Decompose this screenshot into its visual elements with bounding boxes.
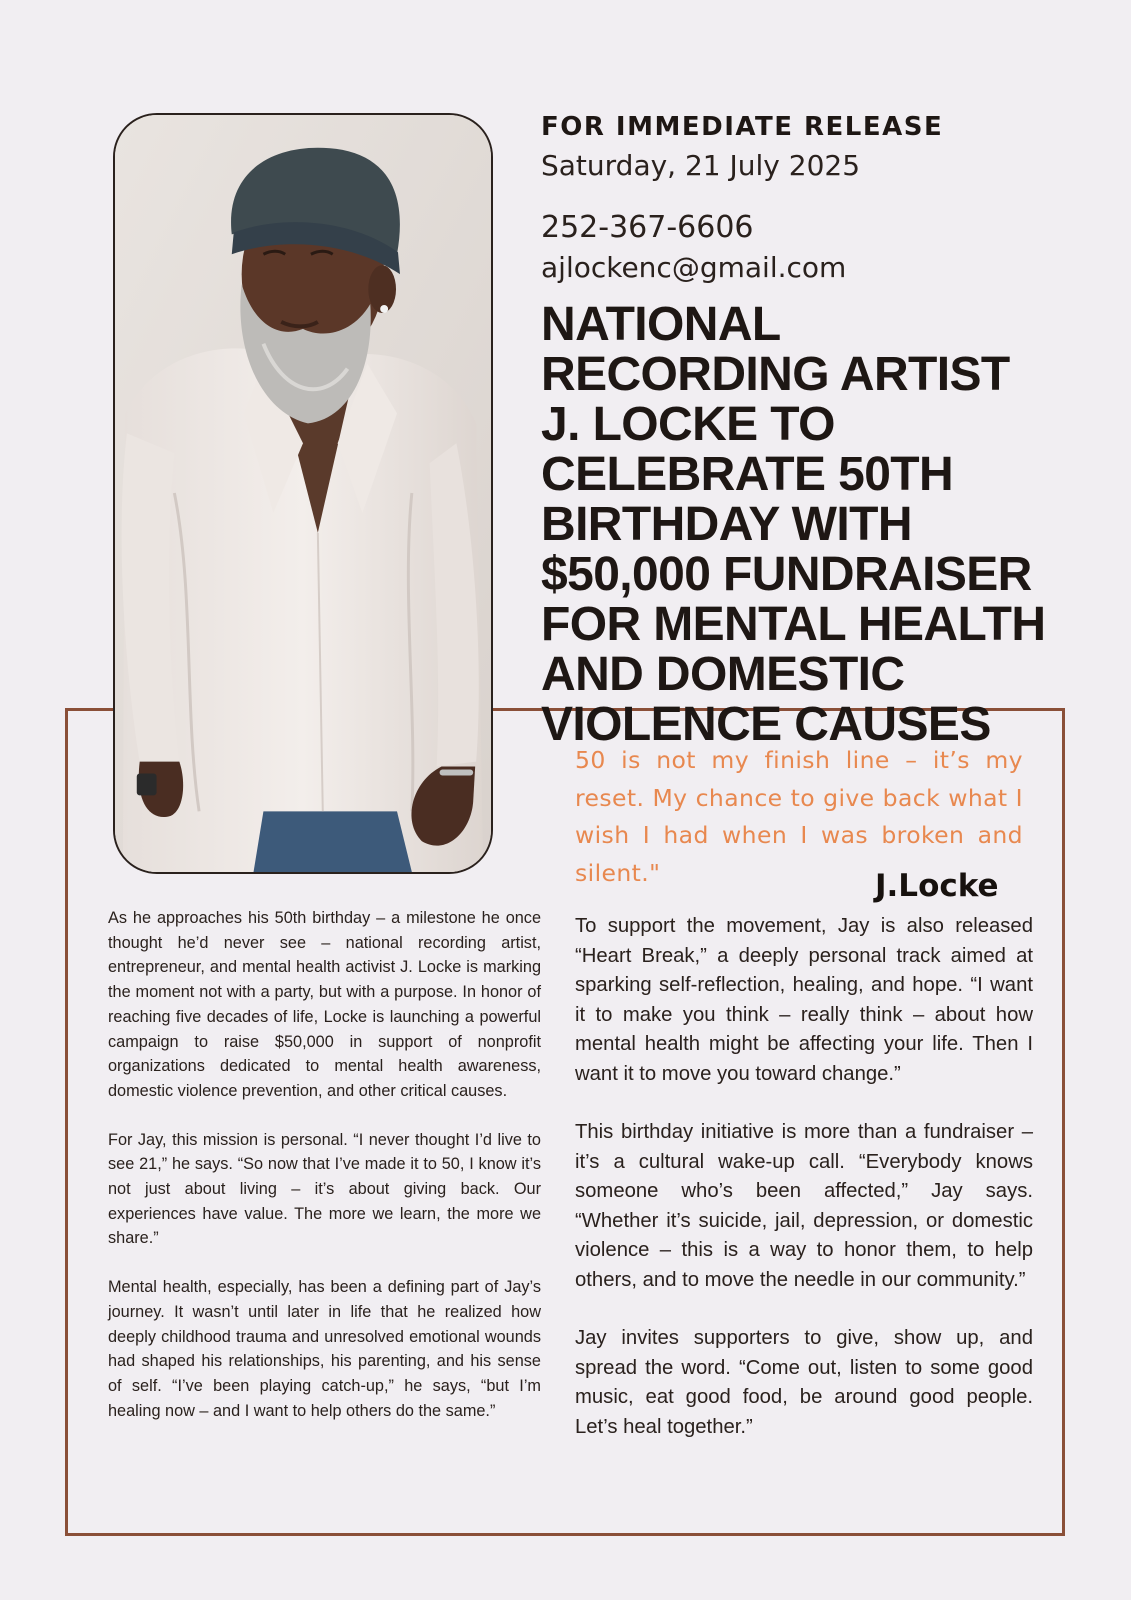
body-paragraph: This birthday initiative is more than a fundraiser – it’s a cultural wake-up call. “Everybody knows someone who’s been affected,” Jay says. “Whether it’s suicide, jail, depression, or domestic violence – this is a way to honor them, to help others, and to move the needle in our community.” <box>575 1121 1033 1291</box>
body-paragraph: To support the movement, Jay is also released “Heart Break,” a deeply personal track aimed at sparking self-reflection, healing, and hope. “I want it to make you think – really think – about how mental health might be affecting your life. Then I want it to move you toward change.” <box>575 915 1033 1085</box>
quote-author: J.Locke <box>875 868 999 904</box>
artist-photo <box>113 113 493 874</box>
body-column-right <box>575 912 1033 1471</box>
body-paragraph: For Jay, this mission is personal. “I never thought I’d live to see 21,” he says. “So now that I’ve made it to 50, I know it’s not just about living – it’s about giving back. Our experiences have value. The more we learn, the more we share.” <box>108 1130 541 1248</box>
artist-portrait-illustration <box>115 115 491 872</box>
body-paragraph: Jay invites supporters to give, show up, and spread the word. “Come out, listen to some good music, eat good food, be around good people. Let’s heal together.” <box>575 1327 1033 1438</box>
body-column-left <box>108 906 541 1447</box>
contact-email: ajlockenc@gmail.com <box>541 251 847 284</box>
pull-quote: 50 is not my finish line – it’s my reset. My chance to give back what I wish I had when I was broken and silent." <box>575 746 1023 887</box>
release-date: Saturday, 21 July 2025 <box>541 149 861 182</box>
contact-phone: 252-367-6606 <box>541 210 754 245</box>
headline: NATIONAL RECORDING ARTIST J. LOCKE TO CELEBRATE 50TH BIRTHDAY WITH $50,000 FUNDRAISER FOR MENTAL HEALTH AND DOMESTIC VIOLENCE CAUSES <box>541 298 1046 751</box>
body-paragraph: As he approaches his 50th birthday – a milestone he once thought he’d never see – national recording artist, entrepreneur, and mental health activist J. Locke is marking the moment not with a party, but with a purpose. In honor of reaching five decades of life, Locke is launching a powerful campaign to raise $50,000 in support of nonprofit organizations dedicated to mental health awareness, domestic violence prevention, and other critical causes. <box>108 909 541 1100</box>
release-label: FOR IMMEDIATE RELEASE <box>541 112 944 142</box>
body-paragraph: Mental health, especially, has been a defining part of Jay’s journey. It wasn’t until later in life that he realized how deeply childhood trauma and unresolved emotional wounds had shaped his relationships, his parenting, and his sense of self. “I’ve been playing catch-up,” he says, “but I’m healing now – and I want to help others do the same.” <box>108 1278 541 1420</box>
